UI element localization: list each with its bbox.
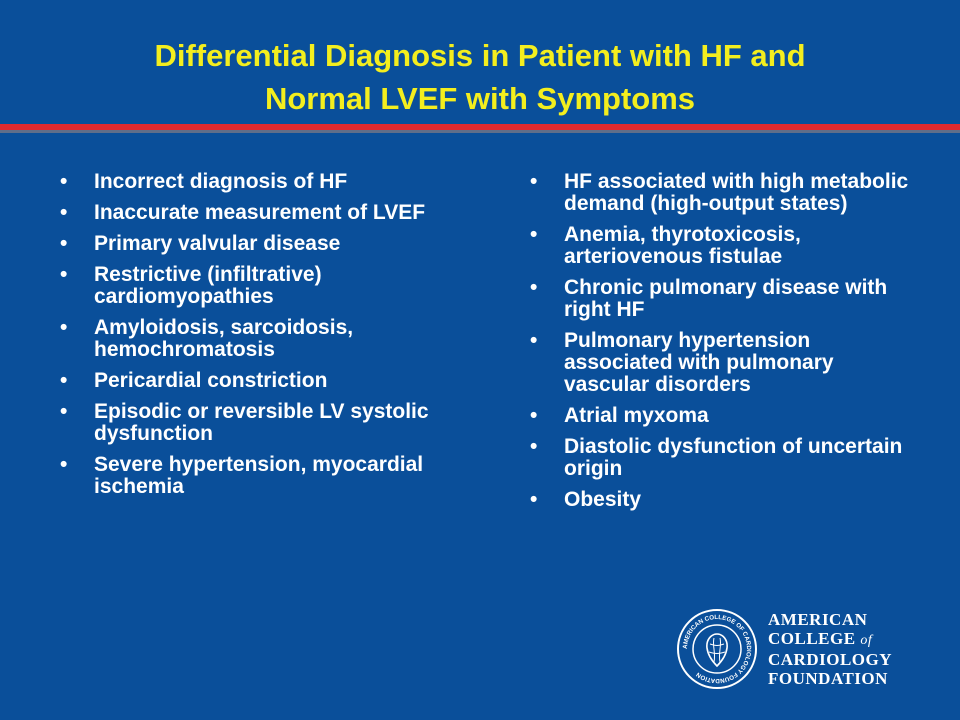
right-bullet-text: Chronic pulmonary disease with right HF bbox=[564, 276, 888, 321]
bullet-marker: • bbox=[530, 329, 538, 352]
acc-seal-icon bbox=[676, 608, 758, 690]
right-bullet-text: Pulmonary hypertension associated with pulmonary vascular disorders bbox=[564, 329, 834, 396]
bullet-marker: • bbox=[60, 201, 68, 224]
right-bullet-item bbox=[530, 171, 910, 215]
seal-ring-text: AMERICAN COLLEGE OF CARDIOLOGY FOUNDATION bbox=[681, 613, 753, 685]
left-bullet-item bbox=[60, 171, 440, 193]
left-bullet-item bbox=[60, 370, 440, 392]
left-bullet-text: Restrictive (infiltrative) cardiomyopathies bbox=[94, 263, 322, 308]
logo-line-cardiology: CARDIOLOGY bbox=[768, 650, 893, 669]
right-bullet-item bbox=[530, 436, 910, 480]
logo-wordmark bbox=[768, 610, 892, 688]
right-bullet-text: HF associated with high metabolic demand (high-output states) bbox=[564, 170, 909, 215]
bullet-marker: • bbox=[60, 400, 68, 423]
left-bullet-item bbox=[60, 202, 440, 224]
right-bullet-list bbox=[530, 171, 910, 520]
bullet-marker: • bbox=[60, 263, 68, 286]
right-bullet-item bbox=[530, 224, 910, 268]
left-bullet-item bbox=[60, 317, 440, 361]
title-divider-shadow bbox=[0, 130, 960, 133]
bullet-marker: • bbox=[60, 453, 68, 476]
bullet-marker: • bbox=[530, 170, 538, 193]
bullet-marker: • bbox=[530, 404, 538, 427]
title-line-1: Differential Diagnosis in Patient with HF and bbox=[154, 38, 806, 73]
logo-word-college: COLLEGE bbox=[768, 629, 856, 648]
bullet-marker: • bbox=[60, 170, 68, 193]
right-bullet-text: Obesity bbox=[564, 488, 642, 511]
left-bullet-text: Episodic or reversible LV systolic dysfunction bbox=[94, 400, 429, 445]
left-bullet-item bbox=[60, 401, 440, 445]
bullet-marker: • bbox=[530, 276, 538, 299]
left-bullet-text: Amyloidosis, sarcoidosis, hemochromatosis bbox=[94, 316, 354, 361]
left-bullet-text: Severe hypertension, myocardial ischemia bbox=[94, 453, 424, 498]
title-line-2: Normal LVEF with Symptoms bbox=[264, 81, 696, 116]
bullet-marker: • bbox=[530, 435, 538, 458]
bullet-marker: • bbox=[530, 488, 538, 511]
left-bullet-list bbox=[60, 171, 440, 507]
right-bullet-item bbox=[530, 277, 910, 321]
left-bullet-text: Pericardial constriction bbox=[94, 369, 328, 392]
left-bullet-item bbox=[60, 233, 440, 255]
logo-line-foundation: FOUNDATION bbox=[768, 669, 888, 688]
right-bullet-item bbox=[530, 489, 910, 511]
left-bullet-text: Incorrect diagnosis of HF bbox=[94, 170, 348, 193]
logo-word-of: of bbox=[860, 633, 873, 648]
acc-foundation-logo bbox=[676, 608, 906, 690]
right-bullet-text: Atrial myxoma bbox=[564, 404, 709, 427]
bullet-marker: • bbox=[60, 316, 68, 339]
left-bullet-text: Inaccurate measurement of LVEF bbox=[94, 201, 426, 224]
logo-line-american: AMERICAN bbox=[768, 610, 868, 629]
slide-title bbox=[40, 34, 920, 120]
left-bullet-text: Primary valvular disease bbox=[94, 232, 341, 255]
left-bullet-item bbox=[60, 264, 440, 308]
bullet-marker: • bbox=[530, 223, 538, 246]
bullet-marker: • bbox=[60, 369, 68, 392]
right-bullet-text: Diastolic dysfunction of uncertain origin bbox=[564, 435, 903, 480]
right-bullet-text: Anemia, thyrotoxicosis, arteriovenous fistulae bbox=[564, 223, 801, 268]
right-bullet-item bbox=[530, 330, 910, 396]
bullet-marker: • bbox=[60, 232, 68, 255]
logo-line-college bbox=[768, 629, 892, 650]
right-bullet-item bbox=[530, 405, 910, 427]
left-bullet-item bbox=[60, 454, 440, 498]
